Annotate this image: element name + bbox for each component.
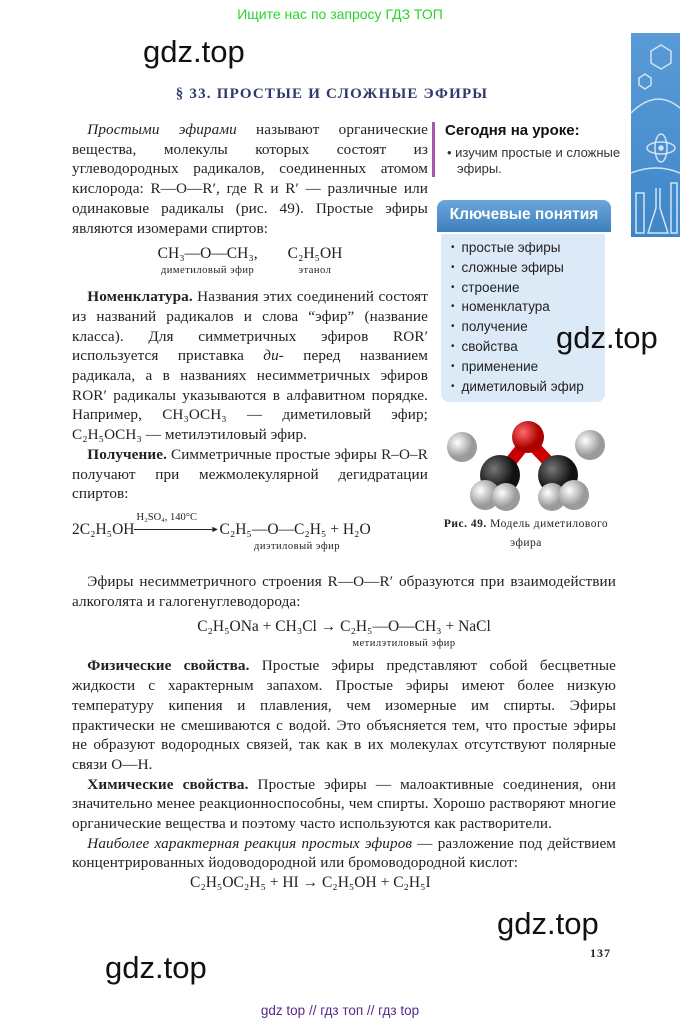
watermark: gdz.top bbox=[105, 950, 207, 985]
isomer-formula-2: C₂H₅OH bbox=[287, 245, 343, 263]
key-concepts-list bbox=[441, 234, 605, 402]
reaction-paragraph bbox=[72, 834, 616, 873]
reaction-italic: Наиболее характерная реакция простых эфиров bbox=[87, 834, 413, 852]
nomenclature-heading: Номенклатура. bbox=[87, 288, 193, 306]
chemical-text: Простые эфиры — малоактивные соединения, они значительно менее реакционноспособны, чем спирты. Хорошо растворяют многие органические вещества и поэтому часто используются как растворители. bbox=[72, 775, 616, 833]
figure-caption bbox=[440, 515, 612, 553]
term-simple-ethers: Простыми эфирами bbox=[87, 121, 237, 138]
key-concept: • простые эфиры bbox=[451, 238, 605, 258]
nomenclature-text: Названия этих соединений состоят из названий радикалов и слова “эфир” (название класса). Для симметричных эфиров ROR′ используется приставка bbox=[72, 288, 428, 365]
key-concept: • сложные эфиры bbox=[451, 258, 605, 278]
watermark: gdz.top bbox=[497, 906, 599, 941]
nomenclature-paragraph bbox=[72, 287, 428, 445]
equation-1 bbox=[72, 511, 428, 540]
asymmetric-text: Эфиры несимметричного строения R—O—R′ образуются при взаимодействии алкоголята и галогенуглеводорода: bbox=[72, 573, 616, 610]
key-concepts-heading: Ключевые понятия bbox=[437, 200, 611, 234]
page-number: 137 bbox=[590, 946, 611, 960]
key-concept: • диметиловый эфир bbox=[451, 377, 605, 397]
key-concept: • свойства bbox=[451, 337, 605, 357]
nomenclature-text-2: перед названием радикала, а в названиях несимметричных эфиров ROR′ радикалы указываются в алфавитном порядке. Например, CH₃OCH₃ — диметиловый эфир; C₂H₅OCH₃ — метилэтиловый эфир. bbox=[72, 347, 428, 444]
key-concept: • получение bbox=[451, 317, 605, 337]
eq1-products: C₂H₅—O—C₂H₅ + H₂O bbox=[219, 520, 371, 538]
physical-heading: Физические свойства. bbox=[87, 657, 250, 675]
isomer-caption-1: диметиловый эфир bbox=[160, 265, 255, 277]
eq1-reactants: 2C₂H₅OH bbox=[72, 520, 135, 538]
footer-links[interactable]: gdz top // гдз топ // гдз top bbox=[260, 1003, 420, 1018]
asymmetric-paragraph bbox=[72, 572, 616, 611]
intro-paragraph bbox=[72, 120, 428, 238]
preparation-text: Симметричные простые эфиры R–O–R получают при межмолекулярной дегидратации спиртов: bbox=[72, 445, 428, 503]
figure-label: Рис. 49. bbox=[443, 518, 487, 530]
key-concept: • строение bbox=[451, 278, 605, 298]
equation-3: C₂H₅OC₂H₅ + HI → C₂H₅OH + C₂H₅I bbox=[190, 874, 431, 892]
today-lesson-box bbox=[432, 122, 635, 177]
reaction-condition: H₂SO₄, 140°C bbox=[136, 511, 198, 523]
isomer-formula-1: CH₃—O—CH₃, bbox=[157, 245, 258, 263]
chemical-properties-paragraph bbox=[72, 775, 616, 834]
prefix-di: ди- bbox=[263, 347, 284, 365]
key-concepts-box bbox=[437, 200, 611, 402]
preparation-paragraph bbox=[72, 445, 428, 504]
dimethyl-ether-molecule-image bbox=[440, 415, 615, 515]
chemical-heading: Химические свойства. bbox=[87, 775, 249, 793]
physical-properties-paragraph bbox=[72, 656, 616, 774]
equation-2: C₂H₅ONa + CH₃Cl → C₂H₅—O—CH₃ + NaCl bbox=[197, 618, 491, 636]
isomer-formulas bbox=[72, 244, 428, 277]
reaction-arrow: ► H₂SO₄, 140°C bbox=[136, 511, 220, 534]
section-title: § 33. ПРОСТЫЕ И СЛОЖНЫЕ ЭФИРЫ bbox=[175, 86, 489, 102]
physical-text: Простые эфиры представляют собой бесцветные жидкости с характерным запахом. Простые эфиры имеют более низкую температуру кипения и плавления, чем изомерные им спирты. Эфиры практически не смешиваются с водой. Это объясняется тем, что простые эфиры не образуют водородных связей, так как в их молекулах отсутствуют полярные связи O—H. bbox=[72, 657, 616, 773]
today-item: • изучим простые и сложные эфиры. bbox=[447, 145, 621, 176]
preparation-heading: Получение. bbox=[87, 445, 167, 463]
decorative-chemistry-band bbox=[631, 33, 680, 237]
watermark: gdz.top bbox=[556, 320, 658, 355]
eq2-caption: метилэтиловый эфир bbox=[352, 638, 456, 650]
isomer-caption-2: этанол bbox=[298, 265, 332, 277]
left-column bbox=[72, 120, 428, 553]
chemistry-lab-icon bbox=[631, 33, 680, 237]
reaction-text: — разложение под действием концентрированных йодоводородной или бромоводородной кислот: bbox=[72, 834, 617, 872]
intro-text: называют органические вещества, молекулы которых состоят из углеводородных радикалов, соединенных атомом кислорода: R—O—R′, где R и R′ — различные или одинаковые радикалы (рис. 49). Простые эфиры являются изомерами спиртов: bbox=[72, 121, 428, 237]
key-concept: • применение bbox=[451, 357, 605, 377]
full-width-column bbox=[72, 572, 616, 893]
key-concept: • номенклатура bbox=[451, 297, 605, 317]
watermark: gdz.top bbox=[143, 34, 245, 69]
search-banner[interactable]: Ищите нас по запросу ГДЗ ТОП bbox=[237, 6, 443, 22]
figure-caption-text: Модель диметилового эфира bbox=[490, 518, 609, 549]
today-heading: Сегодня на уроке: bbox=[445, 122, 580, 139]
eq1-caption: диэтиловый эфир bbox=[254, 540, 341, 552]
